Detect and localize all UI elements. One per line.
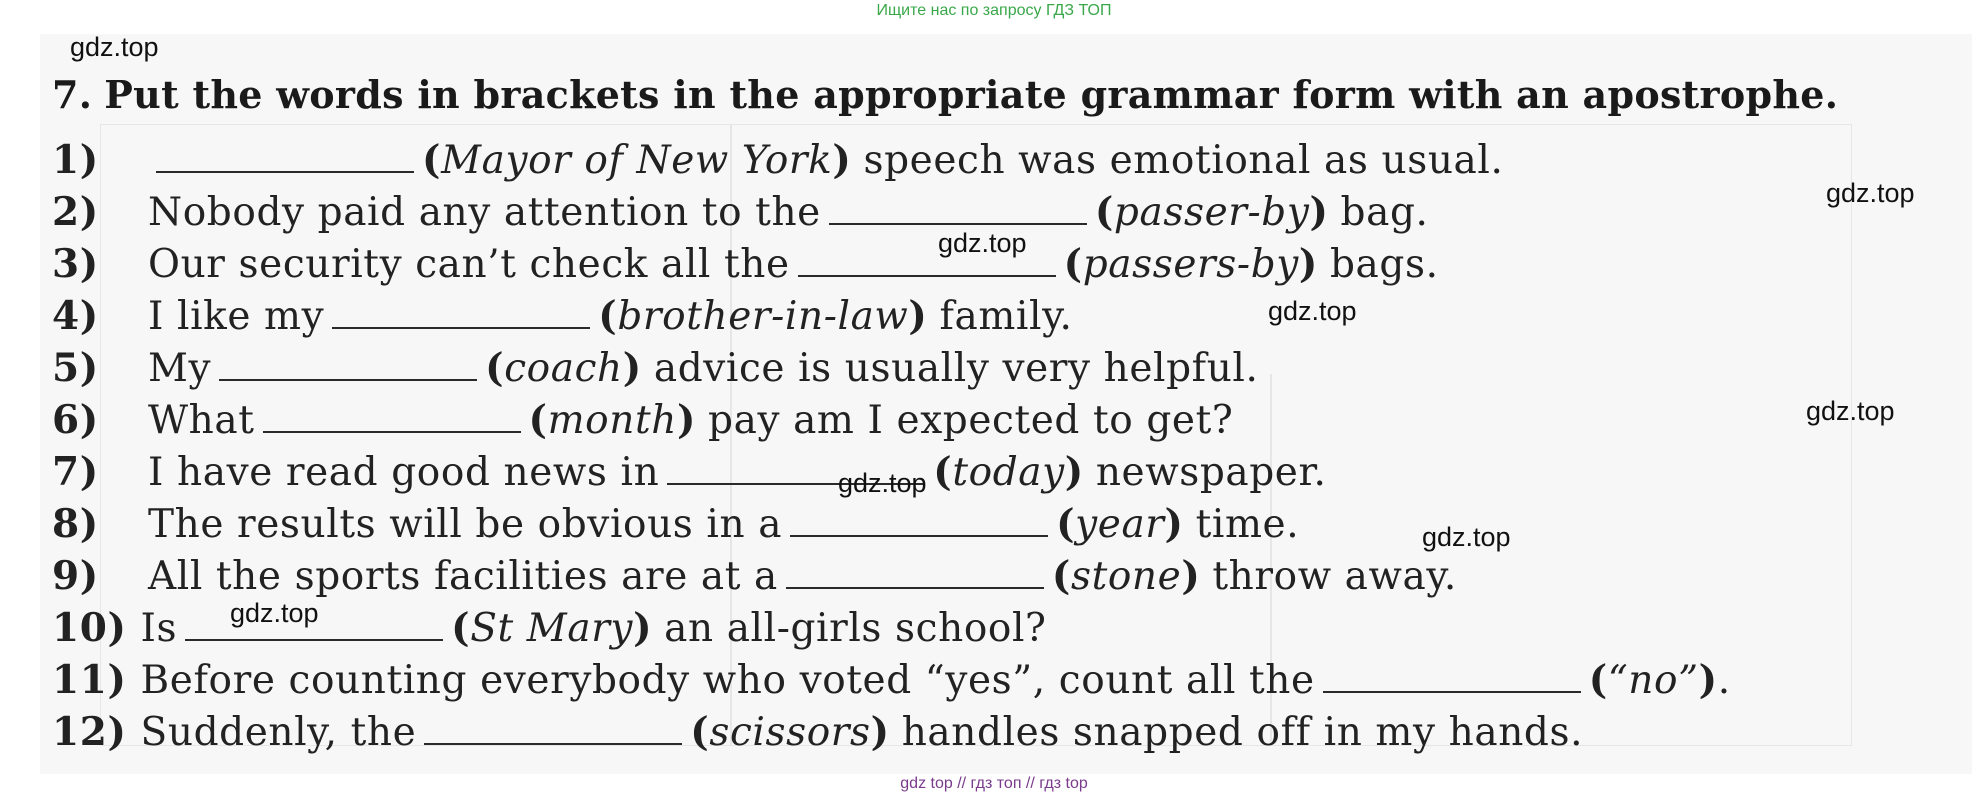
- item-text-before: The results will be obvious in a: [148, 502, 783, 547]
- answer-blank: [786, 557, 1044, 589]
- item-text-after: pay am I expected to get?: [708, 398, 1234, 443]
- answer-blank: [332, 297, 590, 329]
- item-number: 8): [52, 501, 99, 547]
- item-number: 4): [52, 293, 99, 339]
- item-text-after: throw away.: [1212, 554, 1457, 599]
- exercise-item: [52, 342, 1912, 394]
- item-text-after: speech was emotional as usual.: [863, 138, 1504, 183]
- close-paren: ): [676, 397, 697, 443]
- item-text-after: bags.: [1329, 242, 1439, 287]
- answer-blank: [790, 505, 1048, 537]
- item-text-after: advice is usually very helpful.: [653, 346, 1259, 391]
- close-paren: ): [1309, 189, 1329, 235]
- item-number: 5): [52, 345, 99, 391]
- watermark: gdz.top: [230, 598, 319, 628]
- task-number: 7.: [52, 72, 93, 117]
- open-paren: (: [1056, 501, 1076, 547]
- close-paren: ): [1164, 501, 1184, 547]
- close-paren: ): [832, 137, 852, 183]
- item-text-before: Suddenly, the: [140, 710, 417, 755]
- exercise-item: [52, 654, 1912, 706]
- close-paren: ): [908, 293, 928, 339]
- exercise-item: [52, 498, 1912, 550]
- open-paren: (: [598, 293, 618, 339]
- item-text-before: What: [148, 398, 255, 443]
- bracket-hint: St Mary: [470, 606, 634, 651]
- top-banner: Ищите нас по запросу ГДЗ ТОП: [876, 2, 1112, 19]
- item-text-before: Nobody paid any attention to the: [148, 190, 821, 235]
- open-paren: (: [422, 137, 442, 183]
- item-text-after: .: [1717, 658, 1731, 703]
- watermark: gdz.top: [1422, 522, 1511, 552]
- item-text-before: All the sports facilities are at a: [148, 554, 778, 599]
- close-paren: ): [622, 345, 642, 391]
- bracket-hint: month: [547, 398, 677, 443]
- open-paren: (: [1588, 657, 1608, 703]
- open-paren: (: [485, 345, 505, 391]
- open-paren: (: [528, 397, 548, 443]
- item-text-after: bag.: [1340, 190, 1429, 235]
- watermark: gdz.top: [1268, 296, 1357, 326]
- item-text-before: My: [148, 346, 212, 391]
- answer-blank: [1323, 661, 1581, 693]
- item-number: 12): [52, 709, 127, 755]
- bracket-hint: Mayor of New York: [441, 138, 833, 183]
- item-text-after: time.: [1195, 502, 1300, 547]
- item-number: 10): [52, 605, 127, 651]
- watermark: gdz.top: [938, 228, 1027, 258]
- exercise-item: [52, 706, 1912, 758]
- answer-blank: [219, 349, 477, 381]
- item-text-after: handles snapped off in my hands.: [901, 710, 1584, 755]
- answer-blank: [829, 193, 1087, 225]
- item-number: 3): [52, 241, 99, 287]
- bracket-hint: stone: [1070, 554, 1182, 599]
- watermark: gdz.top: [838, 468, 927, 498]
- item-number: 7): [52, 449, 99, 495]
- bracket-hint: passer-by: [1113, 190, 1310, 235]
- bracket-hint: scissors: [709, 710, 871, 755]
- bracket-hint: passers-by: [1082, 242, 1299, 287]
- task-heading: [52, 72, 1838, 117]
- close-paren: ): [1181, 553, 1201, 599]
- item-number: 6): [52, 397, 99, 443]
- exercise-item: [52, 394, 1912, 446]
- item-text-before: Before counting everybody who voted “yes”, count all the: [140, 658, 1315, 703]
- close-paren: ): [1064, 449, 1084, 495]
- answer-blank: [424, 713, 682, 745]
- watermark: gdz.top: [70, 32, 159, 62]
- item-text-before: I have read good news in: [148, 450, 660, 495]
- item-text-before: Is: [140, 606, 178, 651]
- watermark: gdz.top: [1826, 178, 1915, 208]
- close-paren: ): [1298, 241, 1318, 287]
- item-number: 9): [52, 553, 99, 599]
- open-paren: (: [1063, 241, 1083, 287]
- exercise-item: [52, 446, 1912, 498]
- open-paren: (: [1051, 553, 1071, 599]
- open-paren: (: [451, 605, 471, 651]
- open-paren: (: [690, 709, 710, 755]
- item-text-before: I like my: [148, 294, 325, 339]
- item-number: 11): [52, 657, 127, 703]
- watermark: gdz.top: [1806, 396, 1895, 426]
- item-text-after: an all-girls school?: [664, 606, 1047, 651]
- item-text-before: Our security can’t check all the: [148, 242, 790, 287]
- exercise-item: [52, 290, 1912, 342]
- answer-blank: [156, 141, 414, 173]
- bottom-banner: gdz top // гдз топ // гдз top: [900, 775, 1088, 792]
- exercise-item: [52, 134, 1912, 186]
- bracket-hint: brother-in-law: [617, 294, 909, 339]
- open-paren: (: [1094, 189, 1114, 235]
- close-paren: ): [870, 709, 890, 755]
- answer-blank: [263, 401, 521, 433]
- bracket-hint: year: [1075, 502, 1165, 547]
- bracket-hint: coach: [504, 346, 623, 391]
- exercise-item: [52, 602, 1912, 654]
- exercise-item: [52, 550, 1912, 602]
- item-text-after: newspaper.: [1095, 450, 1327, 495]
- close-paren: ): [1698, 657, 1718, 703]
- bracket-hint: “no”: [1607, 658, 1699, 703]
- bracket-hint: today: [952, 450, 1065, 495]
- open-paren: (: [933, 449, 953, 495]
- item-number: 2): [52, 189, 99, 235]
- item-number: 1): [52, 137, 99, 183]
- task-title: Put the words in brackets in the appropriate grammar form with an apostrophe.: [104, 72, 1839, 117]
- close-paren: ): [633, 605, 653, 651]
- item-text-after: family.: [939, 294, 1073, 339]
